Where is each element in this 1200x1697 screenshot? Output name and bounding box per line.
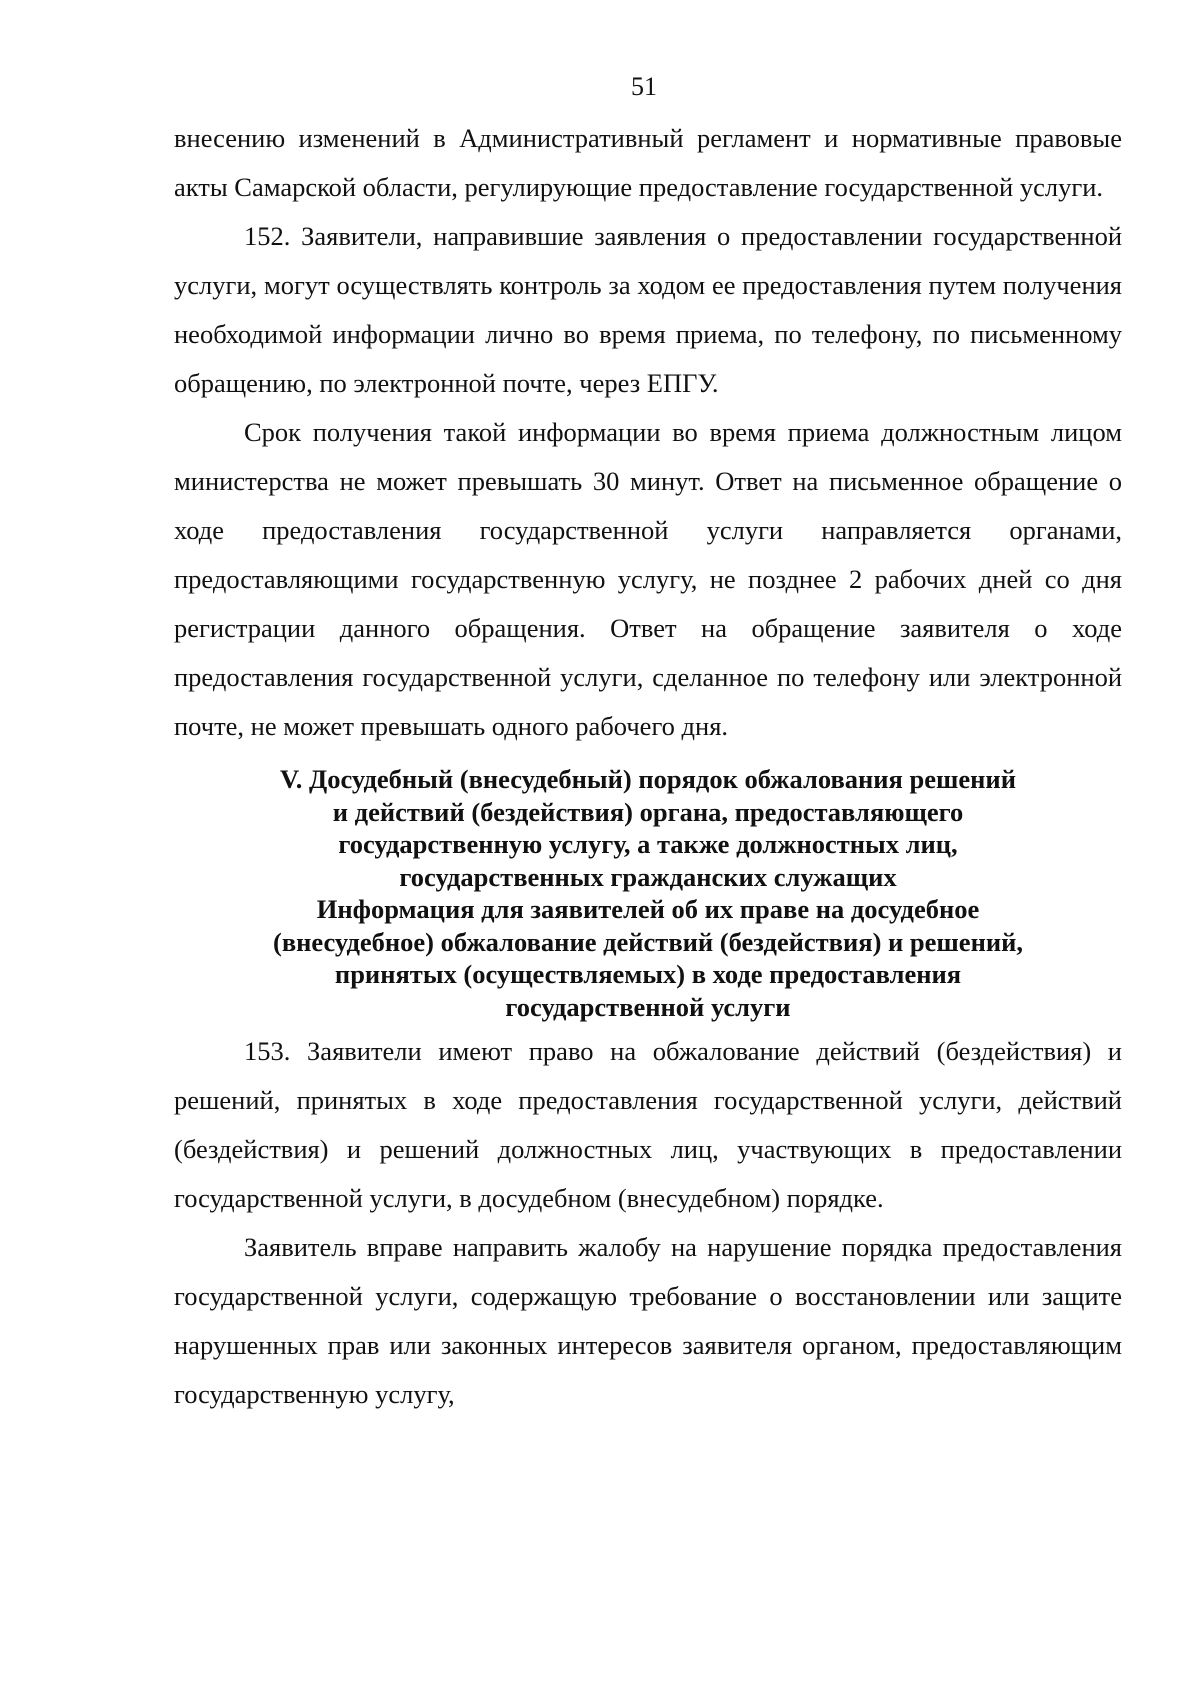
heading-line: V. Досудебный (внесудебный) порядок обжалования решений bbox=[280, 764, 1016, 794]
heading-line: государственных гражданских служащих bbox=[399, 861, 897, 892]
heading-line: Информация для заявителей об их праве на досудебное bbox=[316, 894, 980, 924]
paragraph-info-term: Срок получения такой информации во время приема должностным лицом министерства не может превышать 30 минут. Ответ на письменное обращение о ходе предоставления государственной услуги направляется органами, предоставляющими государственную услугу, не позднее 2 рабочих дней со дня регистрации данного обращения. Ответ на обращение заявителя о ходе предоставления государственной услуги, сделанное по телефону или электронной почте, не может превышать одного рабочего дня. bbox=[174, 417, 1122, 741]
heading-line: и действий (бездействия) органа, предоставляющего bbox=[332, 796, 964, 827]
paragraph-complaint: Заявитель вправе направить жалобу на нарушение порядка предоставления государственной услуги, содержащую требование о восстановлении или защите нарушенных прав или законных интересов заявителя органом, предоставляющим государственную услугу, bbox=[174, 1232, 1122, 1409]
paragraph-continuation: внесению изменений в Административный регламент и нормативные правовые акты Самарской области, регулирующие предоставление государственной услуги. bbox=[174, 123, 1122, 202]
heading-line: государственной услуги bbox=[505, 991, 791, 1022]
heading-line: государственную услугу, а также должностных лиц, bbox=[338, 829, 958, 859]
paragraph-152: 152. Заявители, направившие заявления о предоставлении государственной услуги, могут осуществлять контроль за ходом ее предоставления путем получения необходимой информации лично во время приема, по телефону, по письменному обращению, по электронной почте, через ЕПГУ. bbox=[174, 221, 1122, 398]
heading-line: (внесудебное) обжалование действий (бездействия) и решений, bbox=[273, 926, 1023, 957]
heading-line: принятых (осуществляемых) в ходе предоставления bbox=[334, 959, 962, 989]
page-number: 51 bbox=[631, 72, 657, 101]
document-body bbox=[174, 114, 1122, 1419]
section-v-heading bbox=[174, 751, 1122, 1027]
paragraph-153: 153. Заявители имеют право на обжалование действий (бездействия) и решений, принятых в ходе предоставления государственной услуги, действий (бездействия) и решений должностных лиц, участвующих в предоставлении государственной услуги, в досудебном (внесудебном) порядке. bbox=[174, 1036, 1122, 1213]
